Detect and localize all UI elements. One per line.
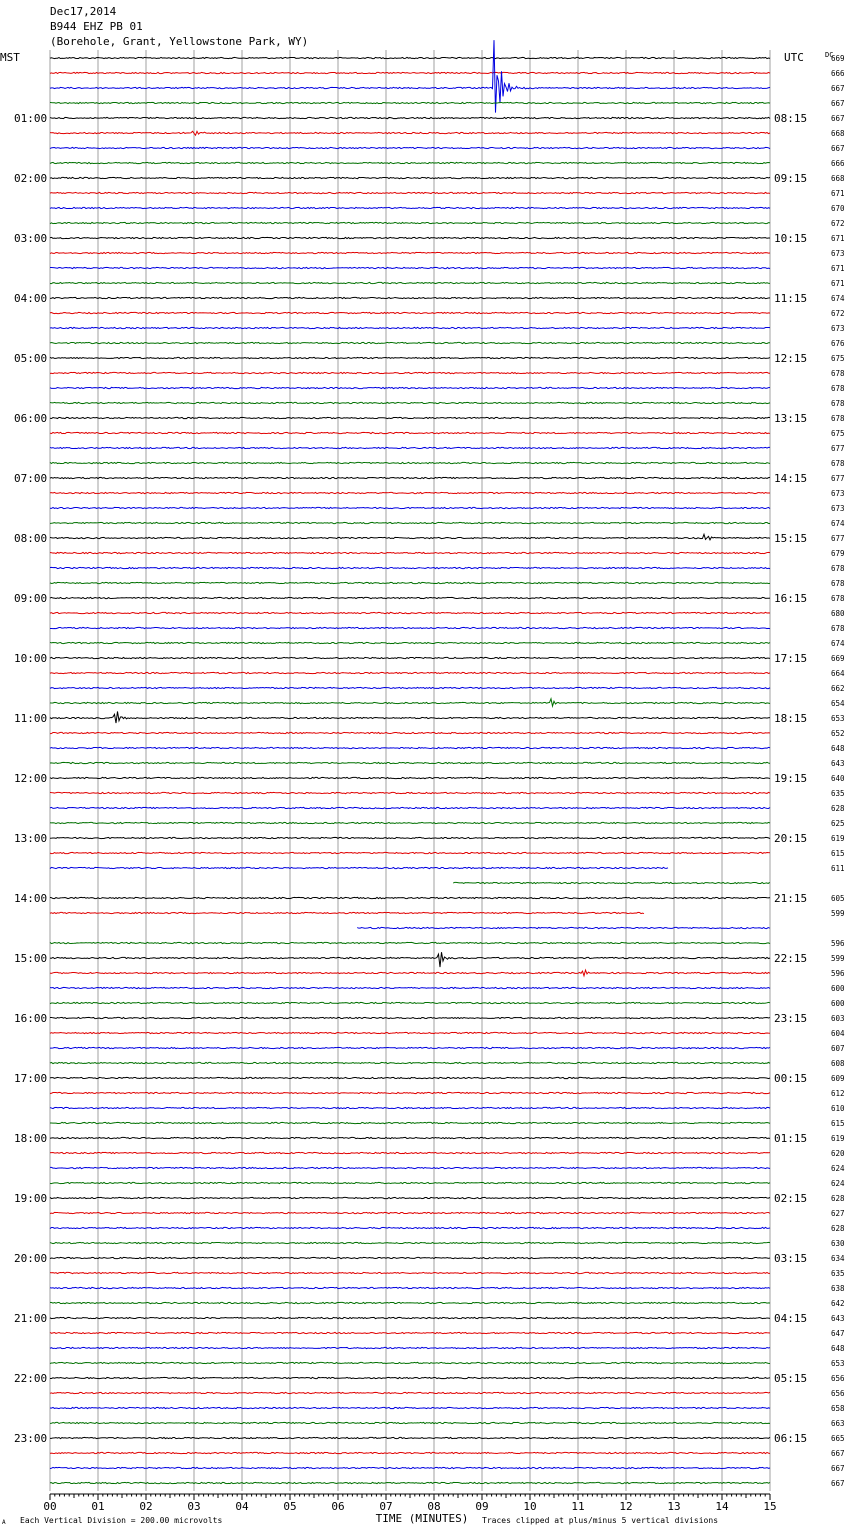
dc-offset-value: 653 — [831, 1359, 845, 1368]
seismic-trace — [50, 162, 770, 163]
left-hour-label: 22:00 — [14, 1372, 48, 1385]
dc-offset-value: 674 — [831, 639, 845, 648]
seismic-trace — [50, 312, 770, 313]
dc-offset-value: 635 — [831, 1269, 845, 1278]
dc-offset-value: 624 — [831, 1179, 845, 1188]
dc-offset-value: 669 — [831, 54, 845, 63]
dc-offset-value: 667 — [831, 1479, 845, 1488]
dc-offset-value: 628 — [831, 1224, 845, 1233]
x-axis-title: TIME (MINUTES) — [375, 1512, 469, 1525]
seismic-trace — [50, 852, 770, 853]
dc-offset-value: 628 — [831, 1194, 845, 1203]
seismic-trace — [50, 131, 770, 135]
seismic-trace — [50, 687, 770, 688]
dc-offset-value: 662 — [831, 684, 845, 693]
left-hour-label: 05:00 — [14, 352, 48, 365]
left-hour-label: 17:00 — [14, 1072, 48, 1085]
dc-offset-value: 678 — [831, 579, 845, 588]
seismic-trace — [50, 627, 770, 628]
dc-offset-value: 599 — [831, 954, 845, 963]
seismic-trace — [50, 1407, 770, 1408]
seismic-trace — [50, 342, 770, 343]
dc-offset-value: 670 — [831, 204, 845, 213]
seismic-trace — [50, 267, 770, 268]
dc-offset-value: 673 — [831, 489, 845, 498]
seismic-trace — [50, 447, 770, 448]
seismic-trace — [50, 597, 770, 598]
seismic-trace — [50, 912, 644, 913]
x-tick-label: 05 — [283, 1500, 297, 1513]
left-hour-label: 15:00 — [14, 952, 48, 965]
seismic-trace — [50, 672, 770, 673]
seismic-trace — [50, 192, 770, 193]
right-hour-label: 08:15 — [774, 112, 808, 125]
seismic-trace — [50, 1257, 770, 1258]
seismic-trace — [50, 1152, 770, 1153]
scale-note: Each Vertical Division = 200.00 microvolts — [20, 1516, 223, 1525]
seismic-trace — [50, 867, 668, 868]
dc-offset-value: 667 — [831, 84, 845, 93]
dc-offset-value: 678 — [831, 459, 845, 468]
seismic-trace — [50, 1092, 770, 1093]
left-hour-label: 11:00 — [14, 712, 48, 725]
seismic-trace — [50, 177, 770, 178]
x-tick-label: 03 — [187, 1500, 201, 1513]
x-tick-label: 12 — [619, 1500, 633, 1513]
seismic-trace — [50, 357, 770, 358]
dc-offset-value: 674 — [831, 294, 845, 303]
dc-offset-value: 608 — [831, 1059, 845, 1068]
seismic-trace — [50, 1467, 770, 1468]
dc-offset-value: 648 — [831, 1344, 845, 1353]
dc-offset-value: 625 — [831, 819, 845, 828]
left-hour-label: 09:00 — [14, 592, 48, 605]
seismic-trace — [50, 1212, 770, 1213]
dc-offset-value: 668 — [831, 174, 845, 183]
seismic-trace — [50, 507, 770, 508]
dc-offset-value: 658 — [831, 1404, 845, 1413]
seismic-trace — [50, 552, 770, 553]
right-hour-label: 17:15 — [774, 652, 808, 665]
x-tick-label: 07 — [379, 1500, 393, 1513]
dc-offset-value: 674 — [831, 519, 845, 528]
seismic-trace — [50, 732, 770, 733]
dc-offset-value: 672 — [831, 309, 845, 318]
seismic-trace — [50, 222, 770, 223]
dc-offset-header: DC — [825, 51, 834, 59]
seismic-trace — [50, 792, 770, 793]
left-hour-label: 12:00 — [14, 772, 48, 785]
dc-offset-value: 672 — [831, 219, 845, 228]
dc-offset-value: 638 — [831, 1284, 845, 1293]
seismic-trace — [50, 657, 770, 658]
dc-offset-value: 667 — [831, 1449, 845, 1458]
seismic-trace — [50, 207, 770, 208]
seismic-trace — [50, 612, 770, 613]
dc-offset-value: 610 — [831, 1104, 845, 1113]
dc-offset-value: 678 — [831, 399, 845, 408]
dc-offset-value: 634 — [831, 1254, 845, 1263]
seismic-trace — [50, 970, 770, 976]
seismic-trace — [50, 1062, 770, 1063]
dc-offset-value: 609 — [831, 1074, 845, 1083]
left-hour-label: 08:00 — [14, 532, 48, 545]
seismic-trace — [50, 1227, 770, 1228]
dc-offset-value: 668 — [831, 129, 845, 138]
seismic-trace — [50, 402, 770, 403]
dc-offset-value: 615 — [831, 849, 845, 858]
dc-offset-value: 667 — [831, 144, 845, 153]
dc-offset-value: 678 — [831, 594, 845, 603]
x-tick-label: 01 — [91, 1500, 105, 1513]
seismic-trace — [50, 1317, 770, 1318]
left-hour-label: 21:00 — [14, 1312, 48, 1325]
seismic-trace — [50, 1437, 770, 1438]
seismic-trace — [50, 237, 770, 238]
seismic-trace — [50, 252, 770, 253]
dc-offset-value: 642 — [831, 1299, 845, 1308]
x-tick-label: 09 — [475, 1500, 489, 1513]
seismic-trace — [50, 987, 770, 988]
right-hour-label: 01:15 — [774, 1132, 808, 1145]
left-hour-label: 16:00 — [14, 1012, 48, 1025]
left-hour-label: 02:00 — [14, 172, 48, 185]
right-hour-label: 15:15 — [774, 532, 808, 545]
dc-offset-value: 667 — [831, 114, 845, 123]
right-hour-label: 13:15 — [774, 412, 808, 425]
seismic-trace — [50, 1452, 770, 1453]
right-hour-label: 18:15 — [774, 712, 808, 725]
dc-offset-value: 679 — [831, 549, 845, 558]
seismic-trace — [50, 942, 770, 943]
left-hour-label: 18:00 — [14, 1132, 48, 1145]
left-hour-label: 19:00 — [14, 1192, 48, 1205]
x-tick-label: 08 — [427, 1500, 441, 1513]
x-tick-label: 00 — [43, 1500, 57, 1513]
dc-offset-value: 666 — [831, 159, 845, 168]
dc-offset-value: 600 — [831, 999, 845, 1008]
right-hour-label: 20:15 — [774, 832, 808, 845]
dc-offset-value: 635 — [831, 789, 845, 798]
seismic-trace — [50, 1377, 770, 1378]
seismic-trace — [50, 699, 770, 706]
dc-offset-value: 652 — [831, 729, 845, 738]
seismic-trace — [50, 1482, 770, 1483]
dc-offset-value: 596 — [831, 969, 845, 978]
dc-offset-value: 611 — [831, 864, 845, 873]
seismic-trace — [50, 711, 770, 723]
dc-offset-value: 640 — [831, 774, 845, 783]
dc-offset-value: 675 — [831, 429, 845, 438]
dc-offset-value: 627 — [831, 1209, 845, 1218]
x-axis — [43, 1494, 776, 1513]
x-tick-label: 04 — [235, 1500, 249, 1513]
dc-offset-value: 653 — [831, 714, 845, 723]
dc-offset-value: 607 — [831, 1044, 845, 1053]
dc-offset-value: 654 — [831, 699, 845, 708]
right-hour-label: 21:15 — [774, 892, 808, 905]
dc-offset-value: 669 — [831, 654, 845, 663]
dc-offset-value: 612 — [831, 1089, 845, 1098]
dc-offset-value: 630 — [831, 1239, 845, 1248]
right-hour-label: 19:15 — [774, 772, 808, 785]
seismic-trace — [50, 1167, 770, 1168]
station-code: B944 EHZ PB 01 — [50, 20, 143, 33]
x-tick-label: 14 — [715, 1500, 729, 1513]
dc-offset-value: 667 — [831, 99, 845, 108]
station-location: (Borehole, Grant, Yellowstone Park, WY) — [50, 35, 309, 48]
seismic-trace — [50, 807, 770, 808]
dc-offset-value: 656 — [831, 1389, 845, 1398]
dc-offset-value: 678 — [831, 414, 845, 423]
seismic-trace — [50, 642, 770, 643]
left-hour-label: 13:00 — [14, 832, 48, 845]
seismic-trace — [50, 952, 770, 967]
seismic-trace — [50, 1392, 770, 1393]
dc-offset-value: 624 — [831, 1164, 845, 1173]
dc-offset-value: 673 — [831, 504, 845, 513]
seismic-trace — [50, 837, 770, 838]
dc-offset-value: 615 — [831, 1119, 845, 1128]
right-hour-label: 05:15 — [774, 1372, 808, 1385]
clip-note: Traces clipped at plus/minus 5 vertical divisions — [482, 1516, 719, 1525]
dc-offset-value: 677 — [831, 534, 845, 543]
seismic-trace — [50, 1362, 770, 1363]
seismic-trace — [50, 1122, 770, 1123]
right-hour-label: 22:15 — [774, 952, 808, 965]
seismic-trace — [50, 432, 770, 433]
right-hour-label: 06:15 — [774, 1432, 808, 1445]
left-hour-label: 06:00 — [14, 412, 48, 425]
seismic-trace — [50, 1302, 770, 1303]
seismic-trace — [50, 1077, 770, 1078]
right-hour-label: 03:15 — [774, 1252, 808, 1265]
seismic-trace — [50, 387, 770, 388]
seismic-trace — [50, 462, 770, 463]
x-tick-label: 11 — [571, 1500, 585, 1513]
seismic-trace — [50, 1347, 770, 1348]
seismic-trace — [357, 927, 770, 928]
left-hour-label: 20:00 — [14, 1252, 48, 1265]
seismic-trace — [50, 582, 770, 583]
seismic-trace — [50, 117, 770, 118]
seismic-trace — [50, 492, 770, 493]
dc-offset-value: 643 — [831, 1314, 845, 1323]
dc-offset-value: 665 — [831, 1434, 845, 1443]
right-hour-label: 02:15 — [774, 1192, 808, 1205]
seismic-trace — [50, 327, 770, 328]
x-tick-label: 15 — [763, 1500, 777, 1513]
seismic-trace — [50, 102, 770, 103]
seismic-trace — [50, 147, 770, 148]
left-timezone-label: MST — [0, 51, 20, 64]
right-hour-label: 04:15 — [774, 1312, 808, 1325]
seismic-trace — [50, 72, 770, 73]
seismic-trace — [50, 417, 770, 418]
seismic-trace — [50, 1242, 770, 1243]
seismic-trace — [50, 57, 770, 58]
left-hour-label: 10:00 — [14, 652, 48, 665]
seismic-trace — [50, 522, 770, 523]
dc-offset-value: 628 — [831, 804, 845, 813]
dc-offset-value: 604 — [831, 1029, 845, 1038]
seismic-trace — [50, 567, 770, 568]
dc-offset-value: 620 — [831, 1149, 845, 1158]
dc-offset-value: 666 — [831, 69, 845, 78]
dc-offset-value: 599 — [831, 909, 845, 918]
left-hour-label: 14:00 — [14, 892, 48, 905]
seismic-trace — [50, 1272, 770, 1273]
seismic-trace — [50, 1197, 770, 1198]
seismic-trace — [50, 1137, 770, 1138]
left-hour-label: 01:00 — [14, 112, 48, 125]
dc-offset-value: 643 — [831, 759, 845, 768]
seismic-trace — [50, 1422, 770, 1423]
seismic-trace — [50, 297, 770, 298]
dc-offset-value: 647 — [831, 1329, 845, 1338]
left-hour-label: 07:00 — [14, 472, 48, 485]
dc-offset-value: 619 — [831, 1134, 845, 1143]
seismic-trace — [50, 1047, 770, 1048]
right-timezone-label: UTC — [784, 51, 804, 64]
dc-offset-value: 673 — [831, 249, 845, 258]
seismic-trace — [50, 1182, 770, 1183]
dc-offset-value: 671 — [831, 279, 845, 288]
dc-offset-value: 596 — [831, 939, 845, 948]
seismic-trace — [50, 534, 770, 540]
dc-offset-value: 678 — [831, 564, 845, 573]
left-hour-label: 04:00 — [14, 292, 48, 305]
dc-offset-value: 664 — [831, 669, 845, 678]
x-tick-label: 06 — [331, 1500, 345, 1513]
seismic-trace — [50, 477, 770, 478]
dc-offset-value: 600 — [831, 984, 845, 993]
seismic-trace — [50, 1332, 770, 1333]
right-hour-label: 11:15 — [774, 292, 808, 305]
seismic-trace — [50, 1002, 770, 1003]
dc-offset-value: 603 — [831, 1014, 845, 1023]
right-hour-label: 10:15 — [774, 232, 808, 245]
x-tick-label: 10 — [523, 1500, 537, 1513]
seismic-trace — [50, 40, 770, 113]
left-hour-label: 03:00 — [14, 232, 48, 245]
right-hour-label: 12:15 — [774, 352, 808, 365]
dc-offset-value: 678 — [831, 624, 845, 633]
left-hour-label: 23:00 — [14, 1432, 48, 1445]
dc-offset-value: 675 — [831, 354, 845, 363]
right-hour-label: 14:15 — [774, 472, 808, 485]
seismic-trace — [50, 1017, 770, 1018]
dc-offset-value: 678 — [831, 384, 845, 393]
chart-date: Dec17,2014 — [50, 5, 117, 18]
x-tick-label: 02 — [139, 1500, 153, 1513]
dc-offset-value: 680 — [831, 609, 845, 618]
right-hour-label: 09:15 — [774, 172, 808, 185]
dc-offset-value: 676 — [831, 339, 845, 348]
seismic-traces — [50, 40, 770, 1484]
dc-offset-value: 667 — [831, 1464, 845, 1473]
right-hour-label: 16:15 — [774, 592, 808, 605]
dc-offset-value: 656 — [831, 1374, 845, 1383]
seismic-trace — [50, 747, 770, 748]
seismic-trace — [50, 897, 770, 898]
corner-mark: A — [2, 1519, 6, 1526]
seismic-trace — [50, 762, 770, 763]
dc-offset-value: 678 — [831, 369, 845, 378]
right-hour-label: 00:15 — [774, 1072, 808, 1085]
dc-offset-value: 671 — [831, 189, 845, 198]
seismic-trace — [50, 777, 770, 778]
dc-offset-value: 671 — [831, 264, 845, 273]
seismic-trace — [50, 1107, 770, 1108]
dc-offset-value: 673 — [831, 324, 845, 333]
dc-offset-value: 605 — [831, 894, 845, 903]
dc-offset-value: 648 — [831, 744, 845, 753]
time-gridlines — [50, 50, 770, 1491]
dc-offset-value: 619 — [831, 834, 845, 843]
right-hour-label: 23:15 — [774, 1012, 808, 1025]
seismic-trace — [50, 822, 770, 823]
seismic-trace — [50, 1287, 770, 1288]
dc-offset-value: 671 — [831, 234, 845, 243]
dc-offset-value: 677 — [831, 474, 845, 483]
seismic-trace — [50, 282, 770, 283]
seismic-trace — [50, 1032, 770, 1033]
dc-offset-value: 677 — [831, 444, 845, 453]
x-tick-label: 13 — [667, 1500, 681, 1513]
dc-offset-value: 663 — [831, 1419, 845, 1428]
seismic-trace — [50, 372, 770, 373]
